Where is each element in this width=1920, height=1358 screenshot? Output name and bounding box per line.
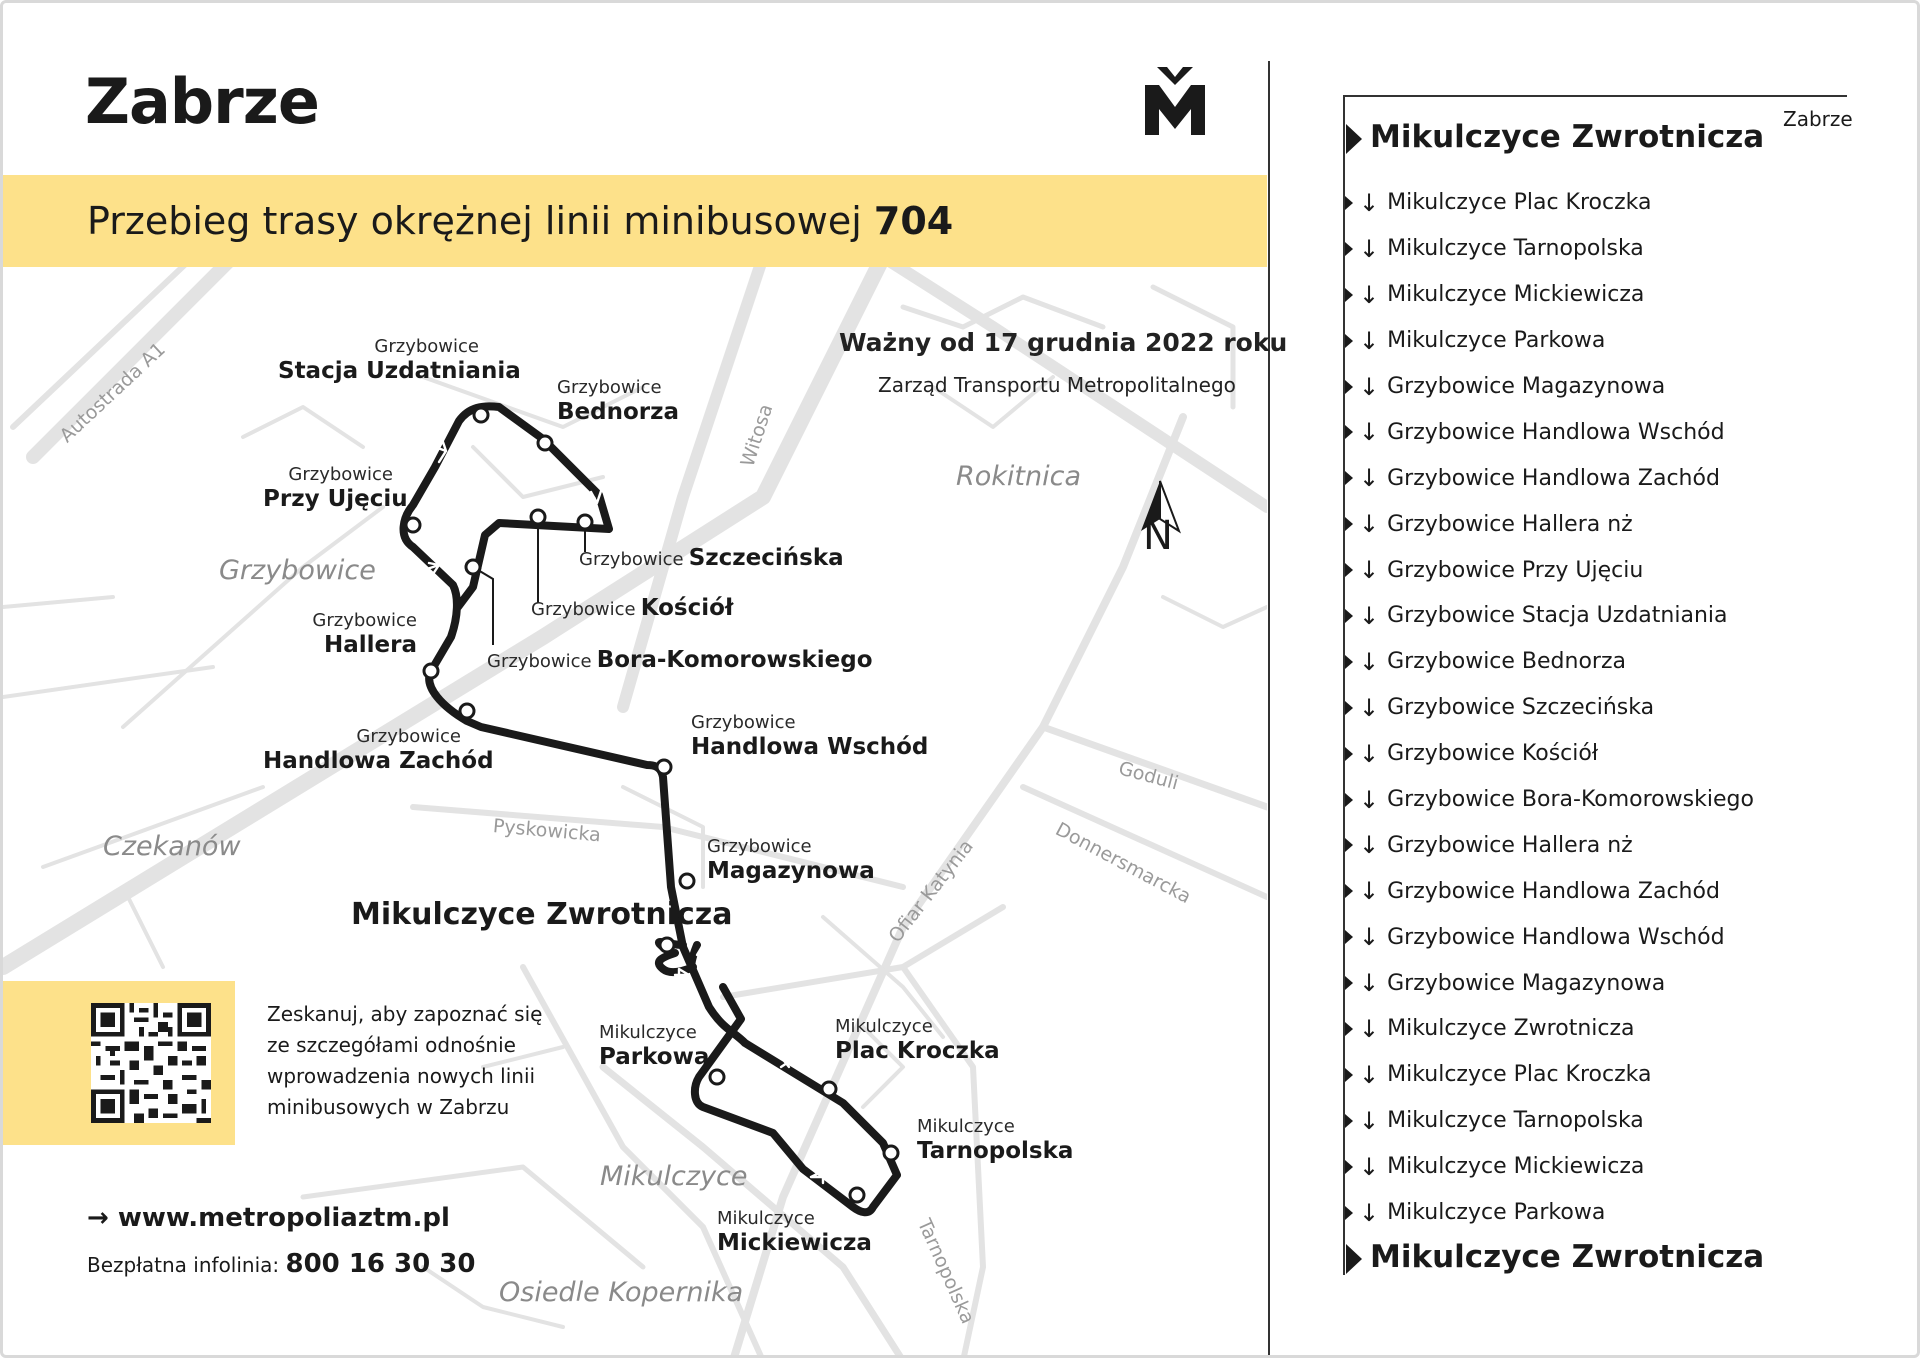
website-link[interactable] — [87, 1203, 450, 1233]
stop-triangle-icon — [1345, 334, 1353, 348]
stop-marker — [474, 408, 488, 422]
stop-triangle-icon — [1345, 196, 1353, 210]
stop-name: Handlowa Wschód — [691, 733, 929, 760]
stop-name: Bora-Komorowskiego — [596, 647, 873, 673]
terminal-triangle-icon — [1346, 1244, 1362, 1274]
stop-label-zwrotnicza: Mikulczyce Zwrotnicza — [351, 897, 733, 932]
route-stop-item — [1345, 409, 1754, 455]
stop-triangle-icon — [1345, 976, 1353, 990]
qr-text-line: minibusowych w Zabrzu — [267, 1095, 510, 1119]
stop-name: Parkowa — [599, 1043, 710, 1070]
route-stop-name: Grzybowice Bora-Komorowskiego — [1387, 787, 1754, 813]
route-stop-item — [1345, 685, 1754, 731]
street-label: Autostrada A1 — [55, 338, 170, 448]
line-number: 704 — [873, 199, 954, 243]
route-stop-name: Grzybowice Handlowa Zachód — [1387, 465, 1720, 491]
street-label: Witosa — [736, 401, 778, 470]
stop-label-przy-ujeciu — [263, 464, 408, 512]
stop-marker — [680, 874, 694, 888]
stop-label-szczecinska — [579, 545, 844, 571]
arrow-down-icon: ↓ — [1359, 831, 1380, 860]
city-title: Zabrze — [85, 65, 319, 138]
stop-triangle-icon — [1345, 1160, 1353, 1174]
route-stop-name: Grzybowice Bednorza — [1387, 649, 1626, 675]
route-stop-item — [1345, 318, 1754, 364]
qr-code-icon[interactable] — [91, 1003, 211, 1123]
arrow-down-icon: ↓ — [1359, 785, 1380, 814]
stop-triangle-icon — [1345, 1114, 1353, 1128]
stop-marker — [424, 664, 438, 678]
route-stop-name: Mikulczyce Tarnopolska — [1387, 1108, 1644, 1134]
stop-marker — [822, 1082, 836, 1096]
stop-district: Grzybowice — [691, 712, 796, 733]
route-stop-item — [1345, 501, 1754, 547]
stop-label-bednorza — [557, 378, 679, 425]
street-label: Tarnopolska — [912, 1215, 979, 1328]
street-label: Pyskowicka — [492, 815, 602, 847]
stop-district: Grzybowice — [557, 377, 662, 398]
route-stop-name: Mikulczyce Parkowa — [1387, 328, 1606, 354]
infoline-label: Bezpłatna infolinia: — [87, 1253, 280, 1277]
arrow-down-icon: ↓ — [1359, 1106, 1380, 1135]
route-stop-name: Grzybowice Handlowa Zachód — [1387, 878, 1720, 904]
stop-triangle-icon — [1345, 471, 1353, 485]
street-network — [3, 267, 1267, 1358]
stop-triangle-icon — [1345, 701, 1353, 715]
stop-name: Bednorza — [557, 398, 680, 425]
arrow-down-icon: ↓ — [1359, 280, 1380, 309]
stop-name: Plac Kroczka — [835, 1037, 1000, 1064]
route-stop-item — [1345, 547, 1754, 593]
route-stop-item — [1345, 1098, 1754, 1144]
stop-marker — [657, 760, 671, 774]
route-start-terminal — [1346, 119, 1764, 155]
arrow-down-icon: ↓ — [1359, 1152, 1380, 1181]
stop-district: Grzybowice — [579, 549, 684, 570]
arrow-down-icon: ↓ — [1359, 510, 1380, 539]
stop-label-magazynowa — [707, 837, 875, 884]
stop-triangle-icon — [1345, 380, 1353, 394]
route-stop-name: Grzybowice Kościół — [1387, 741, 1599, 767]
stop-marker — [850, 1188, 864, 1202]
stop-label-stacja-uzdatniania — [278, 336, 521, 384]
district-label: Mikulczyce — [600, 1161, 748, 1192]
banner-title — [87, 199, 953, 243]
stop-name: Kościół — [640, 595, 734, 621]
route-banner — [3, 175, 1267, 267]
stop-marker — [406, 518, 420, 532]
stop-label-handlowa-wschod — [691, 713, 928, 760]
infoline-number: 800 16 30 30 — [285, 1249, 476, 1279]
stop-district: Grzybowice — [707, 836, 812, 857]
stop-name: Szczecińska — [688, 545, 844, 571]
stop-district: Grzybowice — [312, 610, 417, 631]
north-letter: N — [1143, 513, 1173, 559]
stop-name: Tarnopolska — [917, 1137, 1074, 1164]
arrow-down-icon: ↓ — [1359, 1060, 1380, 1089]
district-label: Czekanów — [103, 831, 241, 862]
stop-triangle-icon — [1345, 1022, 1353, 1036]
stop-label-kosciol — [531, 595, 733, 621]
stop-triangle-icon — [1345, 838, 1353, 852]
street-label: Donnersmarcka — [1051, 818, 1195, 909]
route-stop-item — [1345, 960, 1754, 1006]
arrow-down-icon: ↓ — [1359, 464, 1380, 493]
route-stop-name: Grzybowice Magazynowa — [1387, 970, 1666, 996]
metropolia-m-logo-icon — [1143, 65, 1207, 137]
stop-name: Stacja Uzdatniania — [278, 357, 521, 384]
stop-triangle-icon — [1345, 1206, 1353, 1220]
arrow-down-icon: ↓ — [1359, 1198, 1380, 1227]
stop-label-bora — [487, 647, 873, 673]
terminal-triangle-icon — [1346, 124, 1362, 154]
stop-district: Grzybowice — [356, 726, 461, 747]
route-map — [3, 267, 1267, 1358]
route-stop-item — [1345, 777, 1754, 823]
stop-triangle-icon — [1345, 1068, 1353, 1082]
stop-district: Grzybowice — [374, 336, 479, 357]
route-stop-item — [1345, 868, 1754, 914]
stop-triangle-icon — [1345, 425, 1353, 439]
website-url: www.metropoliaztm.pl — [117, 1203, 450, 1233]
stop-district: Grzybowice — [288, 464, 393, 485]
operator-name: Zarząd Transportu Metropolitalnego — [878, 373, 1236, 397]
route-stop-item — [1345, 1190, 1754, 1236]
arrow-down-icon: ↓ — [1359, 923, 1380, 952]
banner-prefix: Przebieg trasy okrężnej linii minibusowej — [87, 199, 862, 243]
route-stop-name: Mikulczyce Tarnopolska — [1387, 236, 1644, 262]
stop-district: Mikulczyce — [599, 1022, 697, 1043]
stop-label-tarnopolska — [917, 1117, 1073, 1164]
route-stop-item — [1345, 1052, 1754, 1098]
stop-name: Handlowa Zachód — [263, 747, 494, 774]
route-stop-name: Grzybowice Hallera nż — [1387, 511, 1633, 537]
stop-triangle-icon — [1345, 242, 1353, 256]
route-stop-item — [1345, 455, 1754, 501]
route-stop-name: Grzybowice Szczecińska — [1387, 695, 1655, 721]
qr-text-line: ze szczegółami odnośnie — [267, 1033, 516, 1057]
arrow-down-icon: ↓ — [1359, 693, 1380, 722]
route-stop-name: Grzybowice Hallera nż — [1387, 832, 1633, 858]
street-label: Goduli — [1116, 757, 1181, 795]
arrow-down-icon: ↓ — [1359, 1014, 1380, 1043]
stop-triangle-icon — [1345, 609, 1353, 623]
stop-district: Mikulczyce — [835, 1016, 933, 1037]
route-stop-name: Grzybowice Przy Ujęciu — [1387, 557, 1644, 583]
stop-name: Magazynowa — [707, 857, 875, 884]
stop-label-hallera — [303, 611, 417, 658]
route-stop-name: Grzybowice Handlowa Wschód — [1387, 419, 1725, 445]
district-label: Rokitnica — [956, 461, 1082, 492]
stop-name: Hallera — [324, 631, 417, 658]
route-stop-item — [1345, 639, 1754, 685]
stop-marker — [538, 436, 552, 450]
stop-label-handlowa-zachod — [263, 726, 494, 774]
arrow-down-icon: ↓ — [1359, 877, 1380, 906]
stop-name: Przy Ujęciu — [263, 485, 408, 512]
infoline — [87, 1249, 475, 1279]
arrow-down-icon: ↓ — [1359, 556, 1380, 585]
qr-description — [267, 999, 542, 1123]
route-stop-name: Mikulczyce Parkowa — [1387, 1200, 1606, 1226]
route-stop-name: Mikulczyce Mickiewicza — [1387, 282, 1645, 308]
route-stop-item — [1345, 1144, 1754, 1190]
stop-triangle-icon — [1345, 517, 1353, 531]
stop-triangle-icon — [1345, 930, 1353, 944]
route-stop-name: Grzybowice Stacja Uzdatniania — [1387, 603, 1728, 629]
stop-marker — [531, 510, 545, 524]
district-label: Osiedle Kopernika — [499, 1277, 744, 1308]
route-stop-item — [1345, 272, 1754, 318]
stop-triangle-icon — [1345, 884, 1353, 898]
arrow-down-icon: ↓ — [1359, 969, 1380, 998]
stop-marker — [884, 1146, 898, 1160]
route-stop-name: Grzybowice Handlowa Wschód — [1387, 924, 1725, 950]
route-stop-item — [1345, 593, 1754, 639]
terminal-name: Mikulczyce Zwrotnicza — [1370, 119, 1765, 155]
stop-name: Mickiewicza — [717, 1229, 872, 1256]
route-stop-item — [1345, 822, 1754, 868]
route-end-terminal — [1346, 1239, 1764, 1275]
qr-text-line: wprowadzenia nowych linii — [267, 1064, 536, 1088]
stop-label-plac-kroczka — [835, 1017, 1000, 1064]
route-panel-top-rule — [1343, 95, 1847, 97]
stop-triangle-icon — [1345, 793, 1353, 807]
terminal-name: Mikulczyce Zwrotnicza — [1370, 1239, 1765, 1275]
stop-marker — [460, 704, 474, 718]
stop-marker — [466, 560, 480, 574]
stop-label-parkowa — [599, 1023, 709, 1070]
route-stop-item — [1345, 1006, 1754, 1052]
route-stop-item — [1345, 180, 1754, 226]
stop-marker — [578, 515, 592, 529]
stop-label-mickiewicza — [717, 1209, 872, 1256]
stop-district: Grzybowice — [487, 651, 592, 672]
route-stop-item — [1345, 226, 1754, 272]
arrow-down-icon: ↓ — [1359, 418, 1380, 447]
stop-district: Mikulczyce — [917, 1116, 1015, 1137]
route-stop-item — [1345, 364, 1754, 410]
stop-district: Grzybowice — [531, 599, 636, 620]
street-label: Ofiar Katynia — [884, 835, 978, 947]
arrow-down-icon: ↓ — [1359, 739, 1380, 768]
arrow-down-icon: ↓ — [1359, 188, 1380, 217]
arrow-down-icon: ↓ — [1359, 372, 1380, 401]
arrow-down-icon: ↓ — [1359, 647, 1380, 676]
route-panel-city: Zabrze — [1783, 107, 1853, 131]
route-stop-name: Mikulczyce Plac Kroczka — [1387, 190, 1652, 216]
stop-triangle-icon — [1345, 288, 1353, 302]
stop-marker — [660, 938, 674, 952]
arrow-down-icon: ↓ — [1359, 601, 1380, 630]
route-stop-name: Mikulczyce Mickiewicza — [1387, 1154, 1645, 1180]
route-stop-name: Mikulczyce Zwrotnicza — [1387, 1016, 1635, 1042]
validity-date: Ważny od 17 grudnia 2022 roku — [839, 328, 1288, 357]
route-stop-item — [1345, 914, 1754, 960]
stop-triangle-icon — [1345, 655, 1353, 669]
route-stop-name: Mikulczyce Plac Kroczka — [1387, 1062, 1652, 1088]
route-stop-name: Grzybowice Magazynowa — [1387, 374, 1666, 399]
district-label: Grzybowice — [219, 555, 376, 586]
stop-triangle-icon — [1345, 563, 1353, 577]
route-stop-item — [1345, 731, 1754, 777]
stop-district: Mikulczyce — [717, 1208, 815, 1229]
route-stop-list — [1345, 180, 1754, 1235]
stop-marker — [710, 1070, 724, 1084]
stop-triangle-icon — [1345, 747, 1353, 761]
arrow-down-icon: ↓ — [1359, 234, 1380, 263]
qr-text-line: Zeskanuj, aby zapoznać się — [267, 1002, 543, 1026]
arrow-down-icon: ↓ — [1359, 326, 1380, 355]
panel-divider — [1268, 61, 1270, 1358]
arrow-right-icon: → — [87, 1203, 109, 1233]
